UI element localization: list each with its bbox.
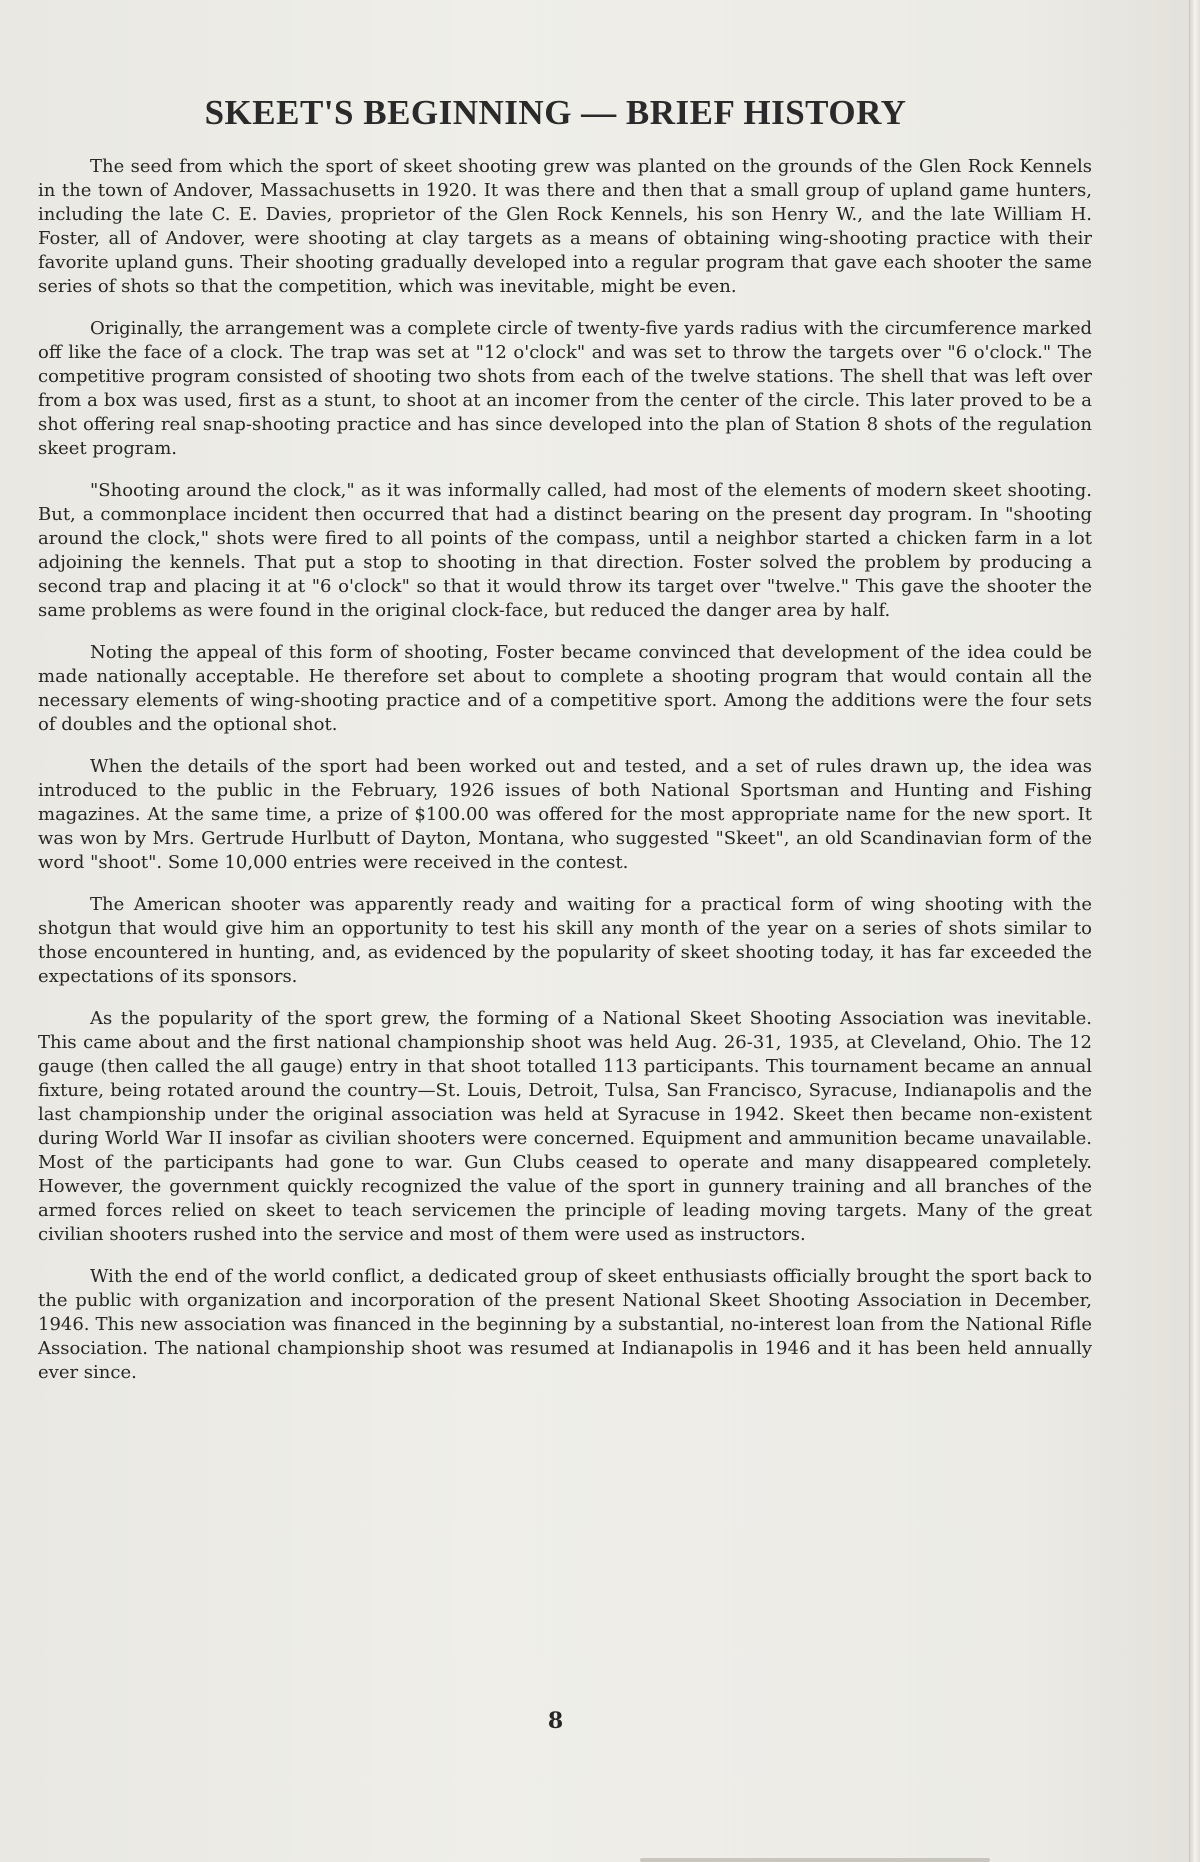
page-edge-divider [1189, 0, 1200, 1862]
paragraph-postwar-revival: With the end of the world conflict, a dedicated group of skeet enthusiasts officially brought the sport back to the public with organization and incorporation of the present National Skeet Shooting Association in December, 1946. This new association was financed in the beginning by a substantial, no-interest loan from the National Rifle Association. The national championship shoot was resumed at Indianapolis in 1946 and it has been held annually ever since. [38, 1266, 1092, 1383]
paragraph-national-acceptance: Noting the appeal of this form of shooting, Foster became convinced that development of the idea could be made nationally acceptable. He therefore set about to complete a shooting program that would contain all the necessary elements of wing-shooting practice and of a competitive sport. Among the additions were the four sets of doubles and the optional shot. [38, 642, 1092, 735]
bottom-edge-shadow [640, 1858, 990, 1862]
page-title: SKEET'S BEGINNING — BRIEF HISTORY [204, 93, 907, 132]
paragraph-shooting-around-clock: "Shooting around the clock," as it was informally called, had most of the elements of modern skeet shooting. But, a commonplace incident then occurred that had a distinct bearing on the present day program. In "shooting around the clock," shots were fired to all points of the compass, until a neighbor started a chicken farm in a lot adjoining the kennels. That put a stop to shooting in that direction. Foster solved the problem by producing a second trap and placing it at "6 o'clock" so that it would throw its target over "twelve." This gave the shooter the same problems as were found in the original clock-face, but reduced the danger area by half. [38, 480, 1092, 621]
page-number: 8 [547, 1708, 564, 1734]
paragraph-origins: The seed from which the sport of skeet shooting grew was planted on the grounds of the Glen Rock Kennels in the town of Andover, Massachusetts in 1920. It was there and then that a small group of upland game hunters, including the late C. E. Davies, proprietor of the Glen Rock Kennels, his son Henry W., and the late William H. Foster, all of Andover, were shooting at clay targets as a means of obtaining wing-shooting practice with their favorite upland guns. Their shooting gradually developed into a regular program that gave each shooter the same series of shots so that the competition, which was inevitable, might be even. [38, 156, 1092, 297]
paragraph-american-shooter: The American shooter was apparently ready and waiting for a practical form of wing shooting with the shotgun that would give him an opportunity to test his skill any month of the year on a series of shots similar to those encountered in hunting, and, as evidenced by the popularity of skeet shooting today, it has far exceeded the expectations of its sponsors. [38, 894, 1092, 987]
paragraph-association-history: As the popularity of the sport grew, the forming of a National Skeet Shooting Association was inevitable. This came about and the first national championship shoot was held Aug. 26-31, 1935, at Cleveland, Ohio. The 12 gauge (then called the all gauge) entry in that shoot totalled 113 participants. This tournament became an annual fixture, being rotated around the country—St. Louis, Detroit, Tulsa, San Francisco, Syracuse, Indianapolis and the last championship under the original association was held at Syracuse in 1942. Skeet then became non-existent during World War II insofar as civilian shooters were concerned. Equipment and ammunition became unavailable. Most of the participants had gone to war. Gun Clubs ceased to operate and many disappeared completely. However, the government quickly recognized the value of the sport in gunnery training and all branches of the armed forces relied on skeet to teach servicemen the principle of leading moving targets. Many of the great civilian shooters rushed into the service and most of them were used as instructors. [38, 1008, 1092, 1245]
paragraph-naming-contest: When the details of the sport had been worked out and tested, and a set of rules drawn up, the idea was introduced to the public in the February, 1926 issues of both National Sportsman and Hunting and Fishing magazines. At the same time, a prize of $100.00 was offered for the most appropriate name for the new sport. It was won by Mrs. Gertrude Hurlbutt of Dayton, Montana, who suggested "Skeet", an old Scandinavian form of the word "shoot". Some 10,000 entries were received in the contest. [38, 756, 1092, 873]
article-body [38, 155, 1092, 1403]
paragraph-clock-arrangement: Originally, the arrangement was a complete circle of twenty-five yards radius with the circumference marked off like the face of a clock. The trap was set at "12 o'clock" and was set to throw the targets over "6 o'clock." The competitive program consisted of shooting two shots from each of the twelve stations. The shell that was left over from a box was used, first as a stunt, to shoot at an incomer from the center of the circle. This later proved to be a shot offering real snap-shooting practice and has since developed into the plan of Station 8 shots of the regulation skeet program. [38, 318, 1092, 459]
